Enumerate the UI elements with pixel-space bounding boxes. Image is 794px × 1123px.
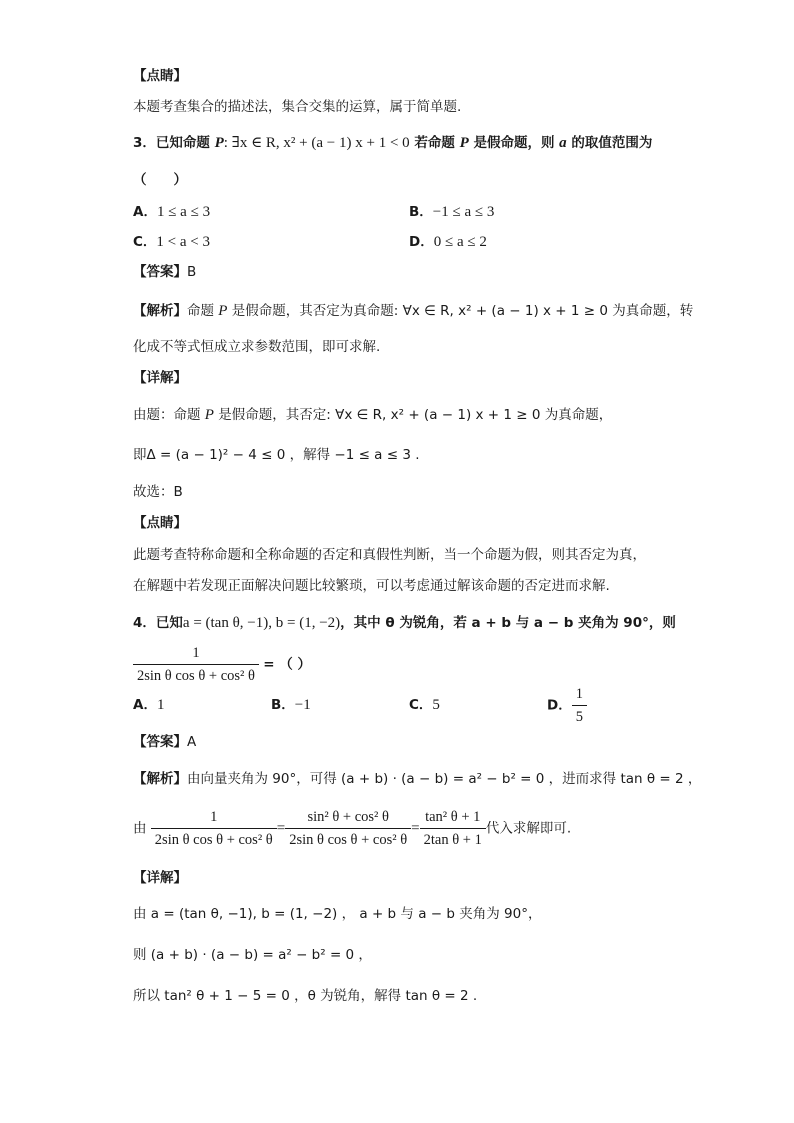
q4-option-c-text: 5 <box>432 697 440 713</box>
q4-stem-rest: ，其中 θ 为锐角，若 a + b 与 a − b 夹角为 90°，则 <box>340 615 676 631</box>
q3-option-b <box>409 202 494 222</box>
q3-detail-line2: 即Δ = (a − 1)² − 4 ≤ 0 ，解得 −1 ≤ a ≤ 3 . <box>133 447 420 463</box>
q4-option-d-den: 5 <box>575 709 583 725</box>
q3-analysis-p: P <box>218 303 228 319</box>
q4-analysis-frac1-num: 1 <box>151 807 277 829</box>
q4-analysis-frac3-den: 2tan θ + 1 <box>423 832 482 848</box>
q3-analysis-text1b: 是假命题，其否定为真命题: ∀x ∈ R, x² + (a − 1) x + 1 ≥ 0 为真命题，转 <box>227 303 694 319</box>
q3-option-d-label: D． <box>409 234 434 250</box>
q4-detail-line3: 所以 tan² θ + 1 − 5 = 0 ，θ 为锐角，解得 tan θ = 2 . <box>133 988 478 1004</box>
q3-detail-line3: 故选：B <box>133 484 183 500</box>
q4-analysis-post: 代入求解即可. <box>485 820 572 837</box>
q3-option-d <box>409 232 487 252</box>
q4-analysis-line2 <box>133 807 571 850</box>
q4-option-d-fraction <box>572 684 587 727</box>
q4-analysis-frac1-den: 2sin θ cos θ + cos² θ <box>154 832 273 848</box>
q4-answer <box>133 732 196 752</box>
q3-stem-if: 若命题 <box>409 135 460 151</box>
q3-note-line1: 此题考查特称命题和全称命题的否定和真假性判断，当一个命题为假，则其否定为真， <box>133 547 646 563</box>
q4-analysis-label: 【解析】 <box>133 771 187 787</box>
q4-option-b-label: B． <box>271 697 295 713</box>
q3-stem <box>133 133 652 153</box>
q4-analysis-eq1: = <box>276 820 286 837</box>
q4-analysis-eq2: = <box>411 820 420 837</box>
q3-detail-heading: 【详解】 <box>133 370 187 386</box>
q3-option-c-text: 1 < a < 3 <box>156 234 210 250</box>
q4-detail-heading: 【详解】 <box>133 870 187 886</box>
q3-analysis-line1 <box>133 301 693 321</box>
q4-analysis-frac1 <box>151 807 277 850</box>
q4-stem-prefix: 4．已知 <box>133 615 183 631</box>
q4-fraction-denominator: 2sin θ cos θ + cos² θ <box>137 668 255 684</box>
q3-answer-value: B <box>187 264 197 280</box>
dianjing-text: 本题考查集合的描述法，集合交集的运算，属于简单题. <box>133 99 462 115</box>
q3-paren: （ ） <box>133 172 187 188</box>
q4-option-d-label: D． <box>547 697 572 714</box>
q3-stem-p2: P <box>459 135 469 151</box>
q4-stem-vectors: a = (tan θ, −1), b = (1, −2) <box>182 615 341 631</box>
q4-analysis-frac2 <box>285 807 411 850</box>
q3-option-c-label: C． <box>133 234 157 250</box>
q4-analysis-frac3 <box>420 807 486 850</box>
q3-option-b-text: −1 ≤ a ≤ 3 <box>432 204 495 220</box>
q3-stem-p: P <box>214 135 224 151</box>
q3-analysis-line2: 化成不等式恒成立求参数范围，即可求解. <box>133 339 381 355</box>
q4-stem <box>133 613 676 633</box>
q4-answer-value: A <box>187 734 197 750</box>
q3-analysis-text1a: 命题 <box>187 303 219 319</box>
q3-note-heading: 【点睛】 <box>133 515 187 531</box>
q3-stem-false: 是假命题，则 <box>468 135 560 151</box>
q4-detail-line1: 由 a = (tan θ, −1), b = (1, −2) ， a + b 与 a − b 夹角为 90°， <box>133 906 542 922</box>
q3-option-a <box>133 202 210 222</box>
q3-answer <box>133 262 196 282</box>
section-heading-dianjing: 【点睛】 <box>133 68 187 84</box>
q4-option-b <box>271 695 311 715</box>
q4-option-a-label: A． <box>133 697 157 713</box>
q4-answer-label: 【答案】 <box>133 734 187 750</box>
q4-option-d-num: 1 <box>572 684 587 706</box>
q3-option-b-label: B． <box>409 204 433 220</box>
q3-note-line2: 在解题中若发现正面解决问题比较繁琐，可以考虑通过解该命题的否定进而求解. <box>133 578 610 594</box>
q4-detail-line2: 则 (a + b) · (a − b) = a² − b² = 0 ， <box>133 947 372 963</box>
q4-analysis-frac2-den: 2sin θ cos θ + cos² θ <box>289 832 408 848</box>
q4-option-c-label: C． <box>409 697 433 713</box>
q3-analysis-label: 【解析】 <box>133 303 187 319</box>
q4-expression <box>133 643 311 686</box>
q3-detail-text1b: 是假命题，其否定: ∀x ∈ R, x² + (a − 1) x + 1 ≥ 0 为真命题， <box>213 407 613 423</box>
q3-stem-range: 的取值范围为 <box>566 135 653 151</box>
q3-answer-label: 【答案】 <box>133 264 187 280</box>
q3-option-a-label: A． <box>133 204 157 220</box>
q4-analysis-frac3-num: tan² θ + 1 <box>420 807 486 829</box>
q3-stem-formula: : ∃x ∈ R, x² + (a − 1) x + 1 < 0 <box>223 135 410 151</box>
q3-option-c <box>133 232 210 252</box>
q4-option-b-text: −1 <box>294 697 311 713</box>
q4-analysis-line1 <box>133 769 701 789</box>
q4-expression-eq: = （ ） <box>263 656 311 673</box>
q3-option-d-text: 0 ≤ a ≤ 2 <box>433 234 487 250</box>
q4-option-a <box>133 695 164 715</box>
q4-fraction-numerator: 1 <box>133 643 259 665</box>
q4-analysis-pre: 由 <box>133 820 147 837</box>
q4-analysis-text1: 由向量夹角为 90°，可得 (a + b) · (a − b) = a² − b² = 0 ，进而求得 tan θ = 2 ， <box>187 771 702 787</box>
q3-stem-prefix: 3．已知命题 <box>133 135 215 151</box>
q4-option-a-text: 1 <box>156 697 165 713</box>
q4-option-d <box>547 684 587 727</box>
q4-fraction <box>133 643 259 686</box>
q3-detail-line1 <box>133 405 612 425</box>
q3-option-a-text: 1 ≤ a ≤ 3 <box>156 204 211 220</box>
q4-analysis-frac2-num: sin² θ + cos² θ <box>285 807 411 829</box>
q3-detail-text1a: 由题：命题 <box>133 407 205 423</box>
q3-detail-p: P <box>204 407 214 423</box>
q3-stem-a: a <box>559 135 567 151</box>
q4-option-c <box>409 695 440 715</box>
